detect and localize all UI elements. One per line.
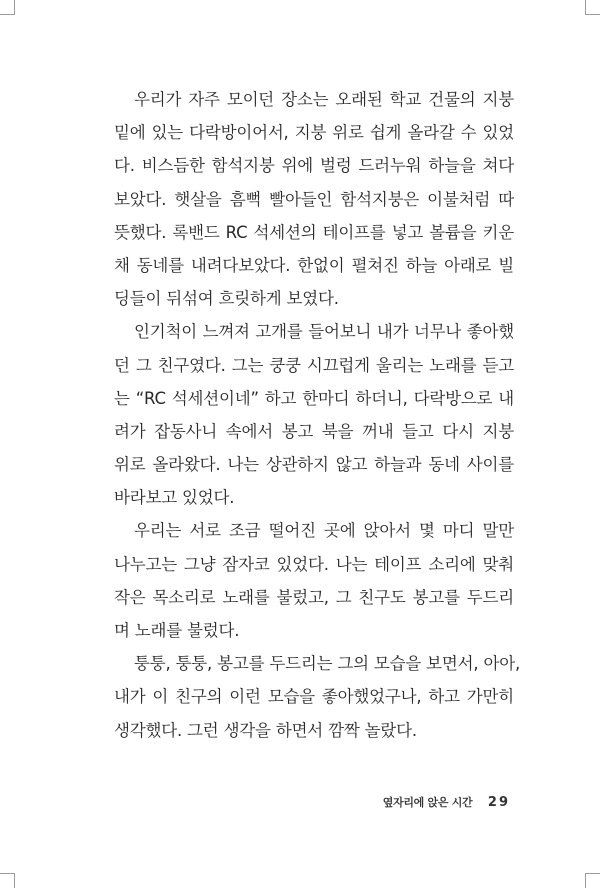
- crop-mark-top-right: [585, 0, 600, 15]
- text-line: 뜻했다. 록밴드 RC 석세션의 테이프를 넣고 볼륨을 키운: [114, 222, 514, 242]
- text-line: 생각했다. 그런 생각을 하면서 깜짝 놀랐다.: [114, 720, 417, 740]
- body-text: [114, 83, 521, 747]
- text-line: 인기척이 느껴져 고개를 들어보니 내가 너무나 좋아했: [134, 322, 514, 342]
- crop-mark-top-left: [0, 0, 15, 15]
- text-line: 위로 올라왔다. 나는 상관하지 않고 하늘과 동네 사이를: [114, 455, 514, 475]
- text-line: 작은 목소리로 노래를 불렀고, 그 친구도 봉고를 두드리: [114, 587, 514, 607]
- text-line: 며 노래를 불렀다.: [114, 621, 240, 640]
- paragraph-1: [114, 83, 514, 315]
- text-line: 나누고는 그냥 잠자코 있었다. 나는 테이프 소리에 맞춰: [114, 554, 514, 574]
- text-line: 우리는 서로 조금 떨어진 곳에 앉아서 몇 마디 말만: [134, 521, 514, 541]
- text-line: 채 동네를 내려다보았다. 한없이 펼쳐진 하늘 아래로 빌: [114, 255, 514, 275]
- text-line: 바라보고 있었다.: [114, 488, 235, 508]
- crop-mark-bottom-right: [585, 873, 600, 888]
- text-line: 내가 이 친구의 이런 모습을 좋아했었구나, 하고 가만히: [114, 687, 514, 707]
- text-line: 던 그 친구였다. 그는 쿵쿵 시끄럽게 울리는 노래를 듣고: [114, 355, 514, 375]
- text-line: 려가 잡동사니 속에서 봉고 북을 꺼내 들고 다시 지붕: [114, 421, 514, 441]
- text-line: 다. 비스듬한 함석지붕 위에 벌렁 드러누워 하늘을 쳐다: [114, 156, 514, 176]
- page-number: 29: [487, 795, 510, 810]
- text-line: 우리가 자주 모이던 장소는 오래된 학교 건물의 지붕: [134, 90, 514, 109]
- text-line: 밑에 있는 다락방이어서, 지붕 위로 쉽게 올라갈 수 있었: [114, 123, 514, 143]
- text-line: 보았다. 햇살을 흠뻑 빨아들인 함석지붕은 이불처럼 따: [114, 189, 514, 209]
- text-line: 는 “RC 석세션이네” 하고 한마디 하더니, 다락방으로 내: [114, 388, 514, 408]
- running-title: 옆자리에 앉은 시간: [382, 796, 473, 809]
- paragraph-3: [114, 514, 514, 647]
- page-footer: [383, 794, 510, 810]
- text-line: 퉁퉁, 퉁퉁, 봉고를 두드리는 그의 모습을 보면서, 아아,: [134, 654, 521, 674]
- text-line: 딩들이 뒤섞여 흐릿하게 보였다.: [114, 289, 339, 309]
- crop-mark-bottom-left: [0, 873, 15, 888]
- paragraph-4: [114, 647, 521, 747]
- paragraph-2: [114, 315, 514, 514]
